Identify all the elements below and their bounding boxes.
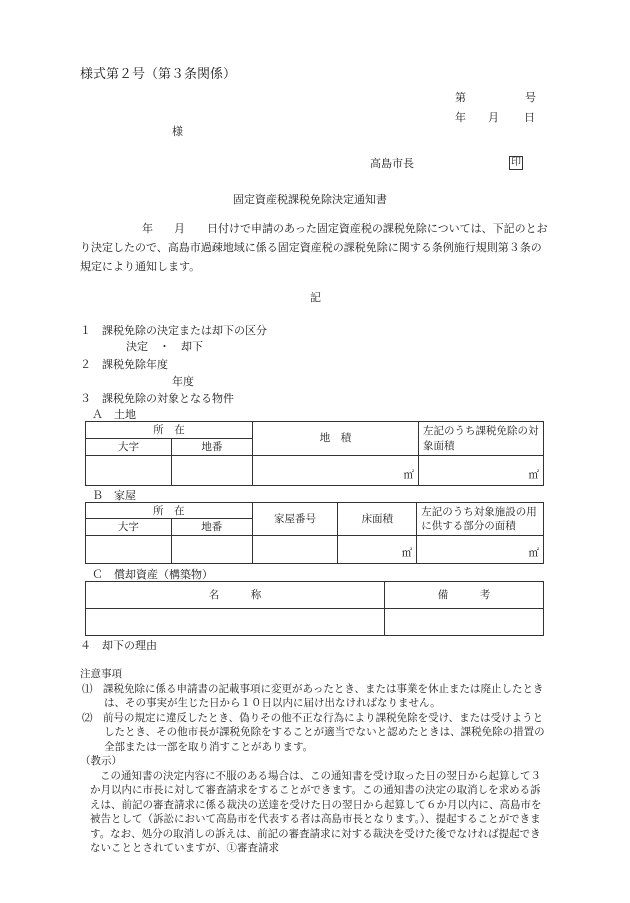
house-location-header: 所 在 [86, 503, 253, 519]
section3-heading: ３ 課税免除の対象となる物件 [80, 392, 234, 405]
depreciable-remarks-cell[interactable] [384, 609, 543, 636]
land-chiban-cell[interactable] [172, 456, 253, 486]
date-day-label: 日 [524, 111, 535, 124]
land-location-header: 所 在 [86, 422, 253, 439]
section2-year-value: 年度 [172, 375, 194, 388]
date-year-label: 年 [455, 111, 466, 124]
document-number-suffix: 号 [525, 91, 536, 104]
land-area-cell[interactable]: ㎡ [253, 456, 419, 486]
land-area-header: 地 積 [253, 422, 419, 456]
house-number-cell[interactable] [252, 535, 338, 563]
date-month-label: 月 [488, 111, 499, 124]
note-item-2: ⑵ 前号の規定に違反したとき、偽りその他不正な行為により課税免除を受け、または受けようとしたとき、その他市長が課税免除をすることが適当でないと認めたときは、課税免除の措置の全部または一部を取り消すことがあります。 [82, 711, 545, 753]
land-exempt-area-header: 左記のうち課税免除の対象面積 [419, 422, 544, 456]
depreciable-name-cell[interactable] [86, 609, 385, 636]
house-oaza-cell[interactable] [86, 535, 172, 563]
house-table [85, 502, 544, 564]
note-item-1: ⑴ 課税免除に係る申請書の記載事項に変更があったとき、または事業を休止または廃止したときは、その事実が生じた日から１０日以内に届け出なければなりません。 [82, 682, 544, 709]
land-table [85, 421, 544, 486]
section1-options: 決定 ・ 却下 [126, 340, 203, 353]
document-title: 固定資産税課税免除決定通知書 [233, 193, 387, 206]
ki-heading: 記 [310, 291, 321, 304]
document-number-prefix: 第 [455, 91, 466, 104]
house-oaza-header: 大字 [86, 519, 172, 535]
section2-heading: ２ 課税免除年度 [80, 358, 168, 371]
instruction-heading: （教示） [80, 755, 122, 767]
seal-mark: 印 [511, 157, 521, 168]
land-label: Ａ 土地 [92, 408, 136, 421]
notes-block [80, 667, 550, 856]
house-chiban-cell[interactable] [171, 535, 252, 563]
land-oaza-header: 大字 [86, 439, 172, 456]
issuer-name: 高島市長 [370, 157, 414, 170]
form-number: 様式第２号（第３条関係） [80, 67, 237, 82]
depreciable-label: Ｃ 償却資産（構築物） [92, 568, 213, 581]
house-chiban-header: 地番 [171, 519, 252, 535]
section1-heading: １ 課税免除の決定または却下の区分 [80, 324, 267, 337]
land-chiban-header: 地番 [172, 439, 253, 456]
house-exempt-area-cell[interactable]: ㎡ [417, 535, 544, 563]
section4-heading: ４ 却下の理由 [80, 639, 157, 652]
intro-month-label: 月 [174, 222, 185, 235]
house-label: Ｂ 家屋 [92, 489, 136, 502]
notes-heading: 注意事項 [80, 668, 122, 680]
instruction-text: この通知書の決定内容に不服のある場合は、この通知書を受け取った日の翌日から起算して３か月以内に市長に対して審査請求をすることができます。この通知書の決定の取消しを求める訴えは、前記の審査請求に係る裁決の送達を受けた日の翌日から起算して６か月以内に、高島市を被告として（訴訟において高島市を代表する者は高島市長となります。）、提起することができます。なお、処分の取消しの訴えは、前記の審査請求に対する裁決を受けた後でなければ提起できないこととされていますが、①審査請求 [90, 769, 542, 854]
depreciable-remarks-header: 備 考 [384, 582, 543, 609]
house-floor-area-header: 床面積 [338, 503, 417, 536]
house-floor-area-cell[interactable]: ㎡ [338, 535, 417, 563]
intro-year-label: 年 [142, 222, 153, 235]
depreciable-name-header: 名 称 [86, 582, 385, 609]
house-exempt-area-header: 左記のうち対象施設の用に供する部分の面積 [417, 503, 544, 536]
land-oaza-cell[interactable] [86, 456, 172, 486]
land-exempt-area-cell[interactable]: ㎡ [419, 456, 544, 486]
house-number-header: 家屋番号 [252, 503, 338, 536]
addressee-suffix: 様 [172, 125, 183, 138]
intro-paragraph: 日付けで申請のあった固定資産税の課税免除については、下記のとおり決定したので、高島市過疎地域に係る固定資産税の課税免除に関する条例施行規則第３条の規定により通知します。 [80, 222, 548, 273]
depreciable-table [85, 581, 544, 636]
